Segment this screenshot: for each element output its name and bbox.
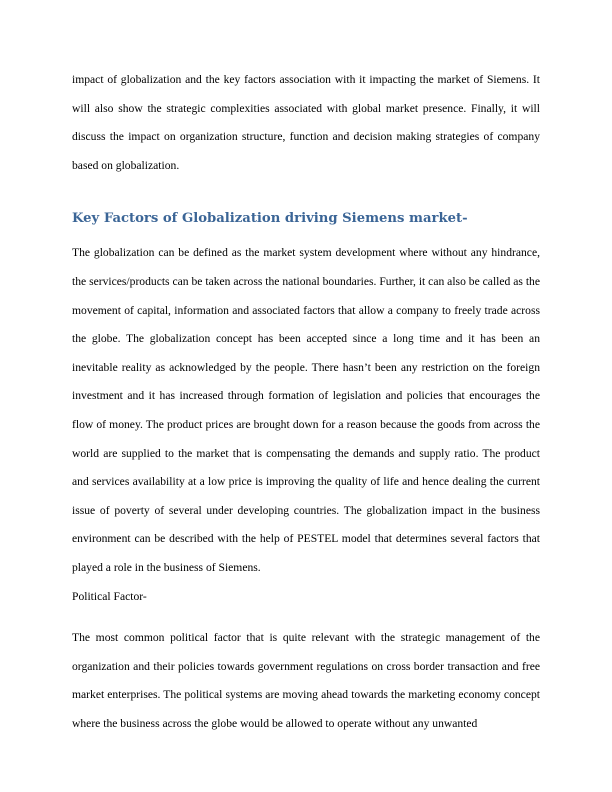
document-page <box>72 66 540 738</box>
intro-paragraph: impact of globalization and the key factors association with it impacting the market of Siemens. It will also show the strategic complexities associated with global market presence. Finally, it will discuss the impact on organization structure, function and decision making strategies of company based on globalization. <box>72 73 540 172</box>
section-heading: Key Factors of Globalization driving Siemens market- <box>72 211 468 227</box>
globalization-paragraph: The globalization can be defined as the market system development where without any hindrance, the services/products can be taken across the national boundaries. Further, it can also be called as the movement of capital, information and associated factors that allow a company to freely trade across the globe. The globalization concept has been accepted since a long time and it has been an inevitable reality as acknowledged by the people. There hasn’t been any restriction on the foreign investment and it has increased through formation of legislation and policies that encourages the flow of money. The product prices are brought down for a reason because the goods from across the world are supplied to the market that is compensating the demands and supply ratio. The product and services availability at a low price is improving the quality of life and hence dealing the current issue of poverty of several under developing countries. The globalization impact in the business environment can be described with the help of PESTEL model that determines several factors that played a role in the business of Siemens. <box>72 246 540 574</box>
political-paragraph: The most common political factor that is quite relevant with the strategic management of the organization and their policies towards government regulations on cross border transaction and free market enterprises. The political systems are moving ahead towards the marketing economy concept where the business across the globe would be allowed to operate without any unwanted <box>72 631 540 730</box>
political-factor-subheading: Political Factor- <box>72 589 147 603</box>
